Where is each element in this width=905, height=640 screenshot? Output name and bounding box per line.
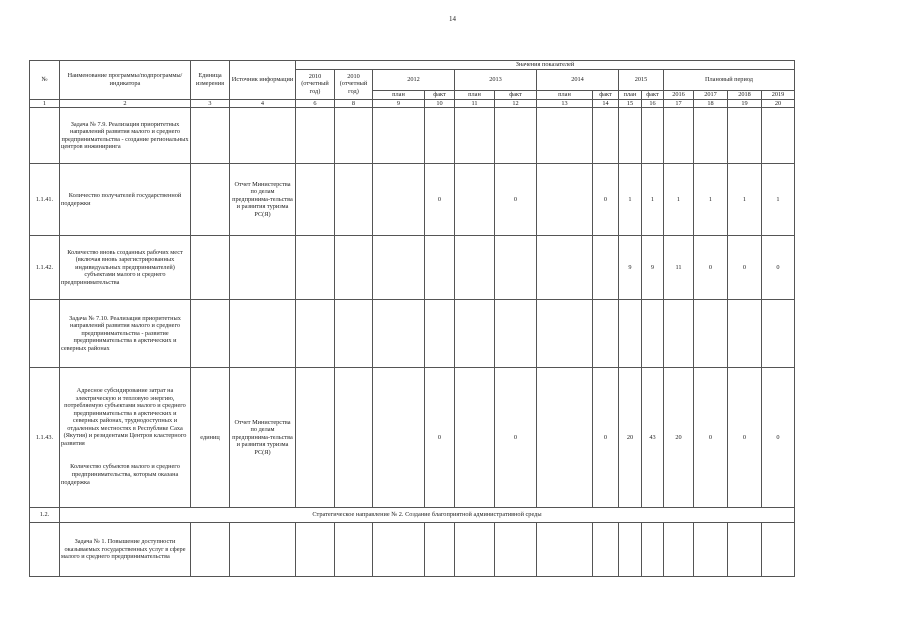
empty-cell: [694, 523, 728, 577]
value-col-20: 0: [762, 368, 795, 508]
empty-cell: [30, 108, 60, 164]
col-num: 1: [30, 99, 60, 108]
row-num: 1.1.41.: [30, 164, 60, 236]
empty-cell: [335, 523, 373, 577]
value-col-19: 1: [728, 164, 762, 236]
value-col-18: 0: [694, 236, 728, 300]
row-num: 1.1.43.: [30, 368, 60, 508]
col-num: 17: [664, 99, 694, 108]
empty-cell: [425, 236, 455, 300]
header-fact: факт: [425, 90, 455, 99]
value-col-14: 0: [593, 368, 619, 508]
empty-cell: [425, 523, 455, 577]
empty-cell: [694, 300, 728, 368]
col-num: 16: [642, 99, 664, 108]
empty-cell: [619, 300, 642, 368]
empty-cell: [230, 523, 296, 577]
empty-cell: [230, 300, 296, 368]
header-fact: факт: [593, 90, 619, 99]
header-planned-period: Плановый период: [664, 69, 795, 90]
row-name: Количество получателей государственной поддержки: [60, 164, 191, 236]
value-col-18: 0: [694, 368, 728, 508]
col-num: 3: [191, 99, 230, 108]
empty-cell: [642, 108, 664, 164]
row-source: Отчет Министерства по делам предпринима-тельства и развития туризма РС(Я): [230, 368, 296, 508]
empty-cell: [762, 108, 795, 164]
col-num: 8: [335, 99, 373, 108]
empty-cell: [335, 108, 373, 164]
table-row-task-7-9: [30, 108, 795, 164]
empty-cell: [191, 523, 230, 577]
empty-cell: [537, 108, 593, 164]
empty-cell: [455, 164, 495, 236]
empty-cell: [373, 164, 425, 236]
empty-cell: [296, 108, 335, 164]
empty-cell: [664, 108, 694, 164]
empty-cell: [335, 236, 373, 300]
col-num: 9: [373, 99, 425, 108]
table-row-1-1-41: [30, 164, 795, 236]
value-col-20: 0: [762, 236, 795, 300]
empty-cell: [230, 236, 296, 300]
col-num: 6: [296, 99, 335, 108]
value-col-17: 20: [664, 368, 694, 508]
empty-cell: [296, 523, 335, 577]
empty-cell: [335, 300, 373, 368]
col-num: 18: [694, 99, 728, 108]
header-unit: Единица измерения: [191, 61, 230, 100]
header-2010-b: 2010 (отчетный год): [335, 69, 373, 99]
value-col-10: 0: [425, 164, 455, 236]
empty-cell: [664, 300, 694, 368]
empty-cell: [455, 236, 495, 300]
header-2017: 2017: [694, 90, 728, 99]
empty-cell: [537, 368, 593, 508]
row-unit: единиц: [191, 368, 230, 508]
header-2013: 2013: [455, 69, 537, 90]
col-num: 2: [60, 99, 191, 108]
value-col-14: 0: [593, 164, 619, 236]
strategic-direction-2: Стратегическое направление № 2. Создание благоприятной административной среды: [60, 508, 795, 523]
empty-cell: [191, 108, 230, 164]
empty-cell: [296, 164, 335, 236]
empty-cell: [728, 108, 762, 164]
row-name: [60, 368, 191, 508]
empty-cell: [642, 300, 664, 368]
header-2018: 2018: [728, 90, 762, 99]
col-num: 12: [495, 99, 537, 108]
empty-cell: [30, 300, 60, 368]
col-num: 20: [762, 99, 795, 108]
header-plan: план: [619, 90, 642, 99]
empty-cell: [728, 300, 762, 368]
header-2014: 2014: [537, 69, 619, 90]
task-1-name: Задача № 1. Повышение доступности оказываемых государственных услуг в сфере малого и среднего предпринимательства: [60, 523, 191, 577]
col-num: 14: [593, 99, 619, 108]
empty-cell: [619, 108, 642, 164]
indicators-table: [29, 60, 795, 577]
col-num: 13: [537, 99, 593, 108]
empty-cell: [495, 523, 537, 577]
empty-cell: [373, 523, 425, 577]
table-row-1-2: [30, 508, 795, 523]
header-name: Наименование программы/подпрограммы/индикатора: [60, 61, 191, 100]
empty-cell: [593, 523, 619, 577]
value-col-20: 1: [762, 164, 795, 236]
empty-cell: [191, 236, 230, 300]
empty-cell: [593, 236, 619, 300]
header-plan: план: [455, 90, 495, 99]
header-2016: 2016: [664, 90, 694, 99]
header-fact: факт: [642, 90, 664, 99]
empty-cell: [230, 108, 296, 164]
value-col-18: 1: [694, 164, 728, 236]
empty-cell: [335, 164, 373, 236]
empty-cell: [373, 108, 425, 164]
value-col-15: 1: [619, 164, 642, 236]
empty-cell: [373, 236, 425, 300]
value-col-15: 20: [619, 368, 642, 508]
table-row-task-7-10: [30, 300, 795, 368]
empty-cell: [593, 300, 619, 368]
col-num: 11: [455, 99, 495, 108]
col-num: 19: [728, 99, 762, 108]
empty-cell: [495, 108, 537, 164]
empty-cell: [296, 300, 335, 368]
empty-cell: [191, 164, 230, 236]
table-row-1-1-43: [30, 368, 795, 508]
empty-cell: [537, 164, 593, 236]
empty-cell: [455, 368, 495, 508]
value-col-16: 9: [642, 236, 664, 300]
empty-cell: [593, 108, 619, 164]
col-num: 15: [619, 99, 642, 108]
empty-cell: [728, 523, 762, 577]
empty-cell: [455, 300, 495, 368]
empty-cell: [373, 300, 425, 368]
value-col-12: 0: [495, 368, 537, 508]
empty-cell: [455, 523, 495, 577]
empty-cell: [537, 236, 593, 300]
col-num: 4: [230, 99, 296, 108]
value-col-10: 0: [425, 368, 455, 508]
empty-cell: [425, 300, 455, 368]
table-row-task-1: [30, 523, 795, 577]
empty-cell: [495, 236, 537, 300]
header-2015: 2015: [619, 69, 664, 90]
empty-cell: [191, 300, 230, 368]
empty-cell: [537, 523, 593, 577]
empty-cell: [619, 523, 642, 577]
task-7-9-name: Задача № 7.9. Реализация приоритетных направлений развития малого и среднего предпринимательства - создание региональных центров инжиниринга: [60, 108, 191, 164]
table-row-1-1-42: [30, 236, 795, 300]
empty-cell: [495, 300, 537, 368]
header-source: Источник информации: [230, 61, 296, 100]
empty-cell: [642, 523, 664, 577]
header-plan: план: [373, 90, 425, 99]
value-col-17: 11: [664, 236, 694, 300]
col-num: 10: [425, 99, 455, 108]
header-row-1: [30, 61, 795, 70]
row-name-part-2: Количество субъектов малого и среднего предпринимательства, которым оказана поддержка: [61, 463, 180, 486]
empty-cell: [425, 108, 455, 164]
empty-cell: [373, 368, 425, 508]
row-num: 1.2.: [30, 508, 60, 523]
empty-cell: [30, 523, 60, 577]
value-col-19: 0: [728, 368, 762, 508]
header-plan: план: [537, 90, 593, 99]
empty-cell: [664, 523, 694, 577]
value-col-19: 0: [728, 236, 762, 300]
empty-cell: [335, 368, 373, 508]
empty-cell: [762, 300, 795, 368]
row-name: Количество вновь созданных рабочих мест (включая вновь зарегистрированных индивидуальных предпринимателей) субъектами малого и среднего предпринимательства: [60, 236, 191, 300]
row-source: Отчет Министерства по делам предпринима-тельства и развития туризма РС(Я): [230, 164, 296, 236]
empty-cell: [296, 368, 335, 508]
header-values-title: Значения показателей: [296, 61, 795, 70]
header-2010-a: 2010 (отчетный год): [296, 69, 335, 99]
empty-cell: [762, 523, 795, 577]
empty-cell: [296, 236, 335, 300]
value-col-16: 43: [642, 368, 664, 508]
row-name-part-1: Адресное субсидирование затрат на электрическую и тепловую энергию, потребляемую субъектами малого и среднего предпринимательства в арктических и северных районах, труднодоступных и отдаленных местностях в Республике Саха (Якутия) и резидентами Центров кластерного развития: [61, 387, 187, 447]
header-fact: факт: [495, 90, 537, 99]
header-2019: 2019: [762, 90, 795, 99]
empty-cell: [694, 108, 728, 164]
value-col-15: 9: [619, 236, 642, 300]
value-col-12: 0: [495, 164, 537, 236]
empty-cell: [537, 300, 593, 368]
header-2012: 2012: [373, 69, 455, 90]
row-num: 1.1.42.: [30, 236, 60, 300]
value-col-17: 1: [664, 164, 694, 236]
empty-cell: [455, 108, 495, 164]
task-7-10-name: Задача № 7.10. Реализация приоритетных направлений развития малого и среднего предпринимательства - развитие предпринимательства в арктических и северных районах: [60, 300, 191, 368]
column-numbers-row: [30, 99, 795, 108]
header-num: №: [30, 61, 60, 100]
value-col-16: 1: [642, 164, 664, 236]
page-number: 14: [449, 15, 456, 23]
